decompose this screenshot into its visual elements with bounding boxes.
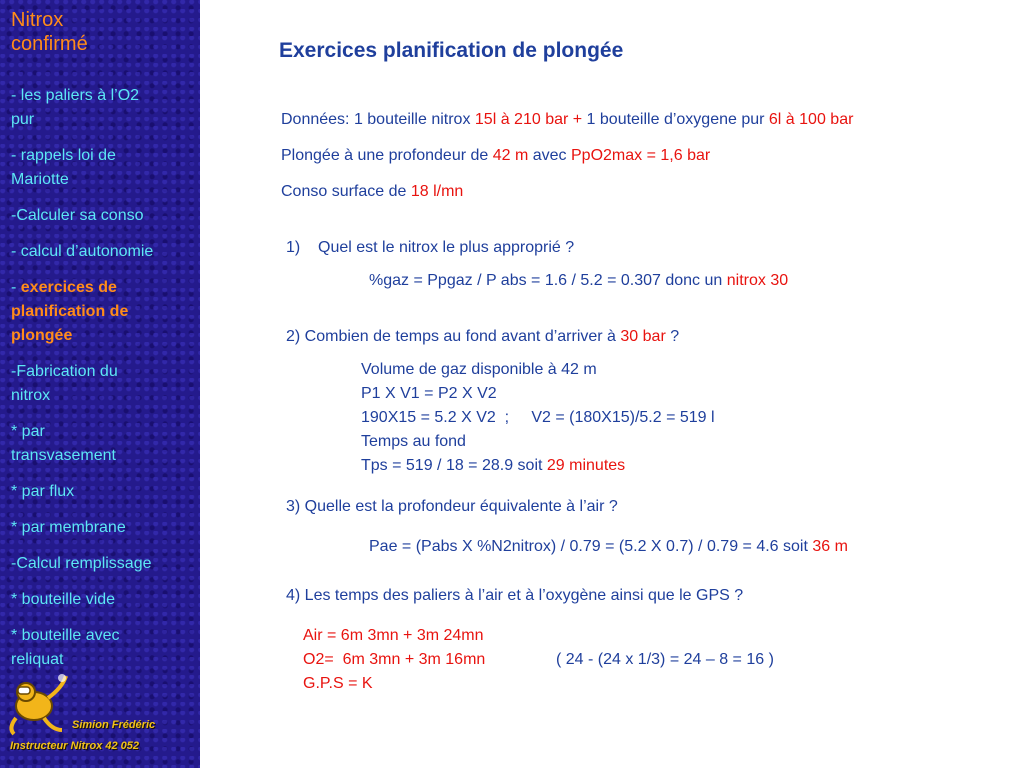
menu-item-fabrication-nitrox[interactable]: -Fabrication du nitrox: [11, 363, 118, 404]
menu-item-prefix: -: [11, 279, 21, 296]
q2-line-5: [361, 456, 625, 476]
givens-line-1: [281, 110, 853, 130]
menu-item-bouteille-vide[interactable]: * bouteille vide: [11, 591, 116, 608]
givens-line-2: [281, 146, 710, 166]
q2-question-pressure: 30 bar: [620, 328, 666, 345]
menu-item-exercices-planification[interactable]: [11, 276, 191, 348]
sidebar-title-line1: Nitrox: [11, 9, 64, 31]
menu-item-calculer-conso[interactable]: -Calculer sa conso: [11, 207, 144, 224]
q1-answer-text: %gaz = Ppgaz / P abs = 1.6 / 5.2 = 0.307 donc un: [369, 272, 727, 289]
q4-question: 4) Les temps des paliers à l’air et à l’oxygène ainsi que le GPS ?: [286, 587, 744, 604]
q2-line-1: Volume de gaz disponible à 42 m: [361, 361, 597, 378]
menu-item-bouteille-reliquat[interactable]: * bouteille avec reliquat: [11, 627, 120, 668]
q4-o2-calculation: ( 24 - (24 x 1/3) = 24 – 8 = 16 ): [556, 651, 774, 668]
q3-question: 3) Quelle est la profondeur équivalente à l’air ?: [286, 498, 618, 515]
sidebar-title: [11, 8, 181, 56]
q4-o2-stops: O2= 6m 3mn + 3m 16mn: [303, 651, 486, 668]
givens-line-3: [281, 182, 463, 202]
q2-question-end: ?: [665, 328, 680, 345]
givens-text: 1 bouteille d’oxygene pur: [586, 111, 769, 128]
q2-question-text: 2) Combien de temps au fond avant d’arriver à: [286, 328, 621, 345]
q2-result-value: 29 minutes: [546, 457, 626, 474]
menu-item-par-membrane[interactable]: * par membrane: [11, 519, 126, 536]
menu-item-loi-mariotte[interactable]: - rappels loi de Mariotte: [11, 147, 116, 188]
givens-text: Conso surface de: [281, 183, 411, 200]
q1-answer-result: nitrox 30: [726, 272, 789, 289]
q4-gps: G.P.S = K: [303, 675, 373, 692]
menu-item-par-flux[interactable]: * par flux: [11, 483, 75, 500]
q4-air-stops: Air = 6m 3mn + 3m 24mn: [303, 627, 484, 644]
q2-line-2: P1 X V1 = P2 X V2: [361, 385, 497, 402]
credit-name: Simion Frédéric: [72, 719, 156, 731]
q3-answer: [369, 537, 848, 557]
q2-result-text: Tps = 519 / 18 = 28.9 soit: [361, 457, 547, 474]
givens-text: Données: 1 bouteille nitrox: [281, 111, 475, 128]
q1-answer: [369, 271, 788, 291]
givens-nitrox-tank: 15l à 210 bar +: [474, 111, 587, 128]
menu-item-calcul-remplissage[interactable]: -Calcul remplissage: [11, 555, 152, 572]
q3-answer-result: 36 m: [812, 538, 848, 555]
givens-o2-tank: 6l à 100 bar: [768, 111, 854, 128]
menu-item-active-label: exercices de planification de plongée: [11, 279, 129, 344]
diver-mascot-icon: [4, 668, 74, 738]
page-title: Exercices planification de plongée: [279, 39, 624, 62]
menu-item-par-transvasement[interactable]: * par transvasement: [11, 423, 116, 464]
q2-line-3: 190X15 = 5.2 X V2 ; V2 = (180X15)/5.2 = 519 l: [361, 409, 715, 426]
q1-question: 1) Quel est le nitrox le plus approprié ?: [286, 239, 575, 256]
sidebar-title-line2: confirmé: [11, 33, 88, 55]
menu-item-paliers-o2[interactable]: - les paliers à l’O2 pur: [11, 87, 140, 128]
menu-item-calcul-autonomie[interactable]: - calcul d’autonomie: [11, 243, 154, 260]
givens-ppo2max: PpO2max = 1,6 bar: [571, 147, 711, 164]
q2-line-4: Temps au fond: [361, 433, 466, 450]
givens-conso: 18 l/mn: [410, 183, 464, 200]
sidebar-menu: [11, 84, 191, 684]
givens-depth: 42 m: [492, 147, 529, 164]
sidebar: [0, 0, 200, 768]
givens-text: Plongée à une profondeur de: [281, 147, 493, 164]
q3-answer-text: Pae = (Pabs X %N2nitrox) / 0.79 = (5.2 X 0.7) / 0.79 = 4.6 soit: [369, 538, 813, 555]
q2-question: [286, 327, 679, 347]
credit-role: Instructeur Nitrox 42 052: [10, 740, 139, 752]
givens-text: avec: [528, 147, 571, 164]
